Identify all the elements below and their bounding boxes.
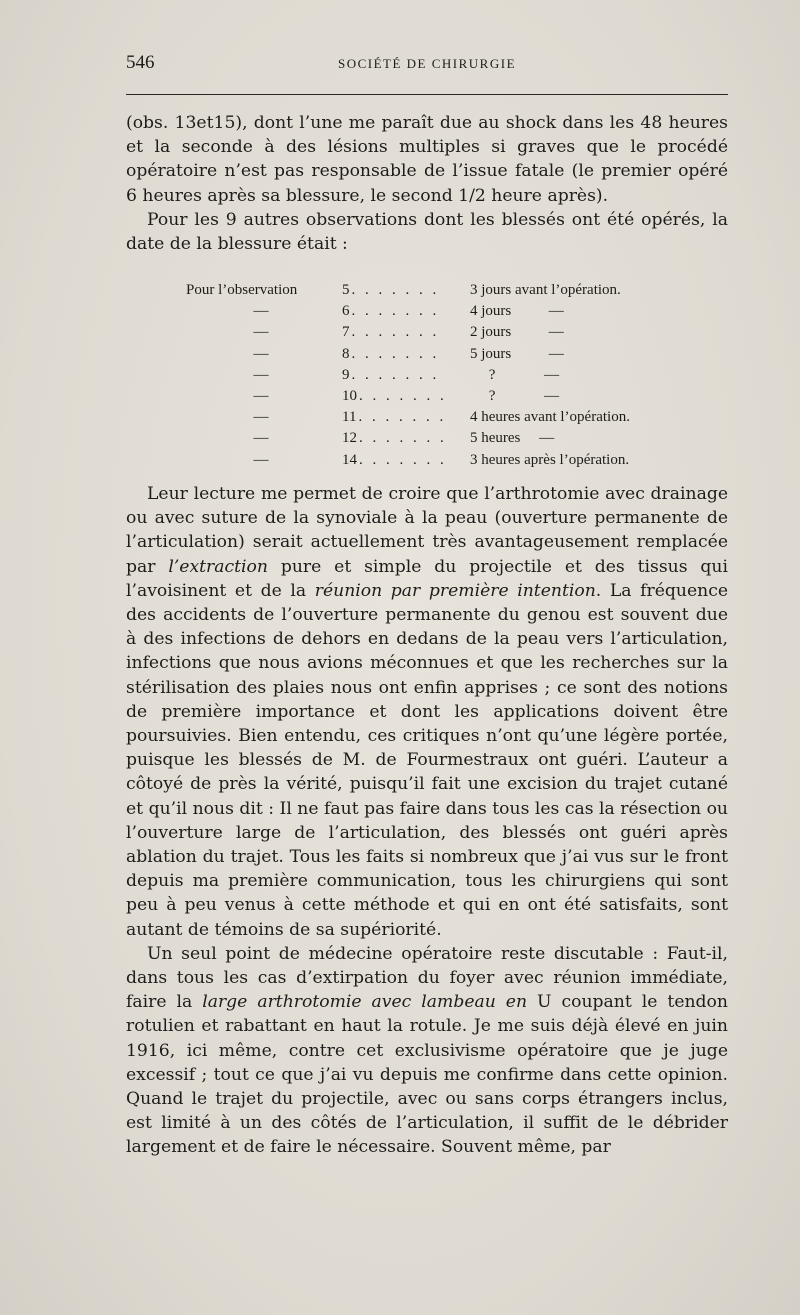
observation-number: 5: [342, 282, 350, 298]
delay-value: 5 heures —: [470, 430, 555, 447]
observation-table: [126, 282, 728, 473]
observation-number-cell: [342, 324, 439, 341]
table-row: [126, 388, 728, 409]
paragraph: (obs. 13et15), dont l’une me paraît due au shock dans les 48 heures et la seconde à des lésions multiples si graves que le procédé opératoire n’est pas responsable de l’issue fatale (le premier opéré 6 heures après sa blessure, le second 1/2 heure après).: [126, 113, 728, 206]
row-label: —: [253, 451, 269, 468]
delay-value: 2 jours —: [470, 324, 564, 341]
table-row: [126, 303, 728, 324]
text-run: U coupant le tendon rotulien et rabattant en haut la rotule. Je me suis déjà élevé en juin 1916, ici même, contre cet exclusivisme opératoire que je juge excessif ; tout ce que j’ai vu depuis me confirme dans cette opinion. Quand le trajet du projectile, avec ou sans corps étrangers inclus, est limité à un des côtés de l’articulation, il suffit de le débrider largement et de faire le nécessaire. Souvent même, par: [126, 992, 728, 1158]
observation-number: 11: [342, 409, 357, 426]
header-rule: [126, 94, 728, 95]
paragraph: [126, 942, 728, 1160]
paragraph: Pour les 9 autres observations dont les blessés ont été opérés, la date de la blessure était :: [126, 209, 728, 255]
row-label: Pour l’observation: [186, 282, 298, 298]
text-run: . La fréquence des accidents de l’ouverture permanente du genou est souvent due à des infections de dehors en dedans de la peau vers l’articulation, infections que nous avions méconnues et que les recherches sur la stérilisation des plaies nous ont enfin apprises ; ce sont des notions de première importance et dont les applications doivent être poursuivies. Bien entendu, ces critiques n’ont qu’une légère portée, puisque les blessés de M. de Fourmestraux ont guéri. L’auteur a côtoyé de près la vérité, puisqu’il fait une excision du trajet cutané et qu’il nous dit : Il ne faut pas faire dans tous les cas la résection ou l’ouverture large de l’articulation, des blessés ont guéri après ablation du trajet. Tous les faits si nombreux que j’ai vus sur le front depuis ma première communication, tous les chirurgiens qui sont peu à peu venus à cette méthode et qui en ont été satisfaits, sont autant de témoins de sa supériorité.: [126, 580, 728, 940]
observation-number-cell: [342, 303, 439, 320]
row-label: —: [253, 345, 269, 362]
row-label: —: [253, 324, 269, 341]
table-row: [126, 346, 728, 367]
row-label: —: [253, 409, 269, 426]
delay-value: 3 jours avant l’opération.: [470, 282, 621, 298]
observation-number-cell: [342, 367, 439, 384]
dot-leader: . . . . . . .: [359, 430, 447, 447]
row-label: —: [253, 366, 269, 383]
table-row: [126, 367, 728, 388]
delay-value: 4 heures avant l’opération.: [470, 409, 630, 426]
dot-leader: . . . . . . .: [351, 366, 440, 383]
dot-leader: . . . . . . .: [351, 282, 440, 298]
paragraph: [126, 482, 728, 942]
running-title: SOCIÉTÉ DE CHIRURGIE: [337, 56, 517, 71]
dot-leader: . . . . . . .: [351, 345, 440, 362]
text-run: Un seul point de médecine opératoire reste discutable : Faut-il, dans tous les cas d’extirpation du foyer avec réunion immédiate, faire la: [126, 943, 728, 1013]
table-row: [126, 452, 728, 473]
delay-value: 5 jours —: [470, 345, 564, 362]
observation-number-cell: [342, 282, 439, 299]
delay-value: 4 jours —: [470, 303, 564, 320]
observation-number: 14: [342, 451, 357, 468]
page-header: [126, 52, 728, 78]
observation-number: 9: [342, 366, 350, 383]
row-label: —: [253, 430, 269, 447]
table-row: [126, 282, 728, 303]
row-label: —: [253, 303, 269, 320]
row-label: —: [253, 387, 269, 404]
italic-phrase: réunion par première intention: [314, 580, 596, 601]
italic-phrase: l’extraction: [168, 556, 268, 577]
delay-value: ? —: [470, 387, 560, 404]
text-run: Leur lecture me permet de croire que l’arthrotomie avec drainage ou avec suture de la synoviale à la peau (ouverture permanente de l’articulation) serait actuellement très avantageusement remplacée par: [126, 484, 728, 577]
delay-value: 3 heures après l’opération.: [470, 451, 630, 468]
observation-number-cell: [342, 409, 446, 426]
intro-text-block: [126, 111, 728, 256]
page-number: 546: [126, 52, 155, 73]
italic-phrase: large arthrotomie avec lambeau en: [202, 992, 528, 1013]
text-run: pure et simple du projectile et des tissus qui l’avoisinent et de la: [126, 556, 728, 601]
delay-value: ? —: [470, 366, 560, 383]
dot-leader: . . . . . . .: [359, 387, 447, 404]
observation-number: 12: [342, 430, 357, 447]
table-row: [126, 324, 728, 345]
observation-number: 7: [342, 324, 350, 341]
observation-number-cell: [342, 346, 439, 363]
observation-number: 10: [342, 387, 357, 404]
observation-number-cell: [342, 452, 447, 469]
dot-leader: . . . . . . .: [351, 324, 440, 341]
dot-leader: . . . . . . .: [359, 451, 447, 468]
discussion-text-block: [126, 482, 728, 1160]
observation-number-cell: [342, 388, 447, 405]
dot-leader: . . . . . . .: [351, 303, 440, 320]
observation-number: 8: [342, 345, 350, 362]
table-row: [126, 430, 728, 451]
dot-leader: . . . . . . .: [358, 409, 447, 426]
observation-number-cell: [342, 430, 447, 447]
observation-number: 6: [342, 303, 350, 320]
table-row: [126, 409, 728, 430]
